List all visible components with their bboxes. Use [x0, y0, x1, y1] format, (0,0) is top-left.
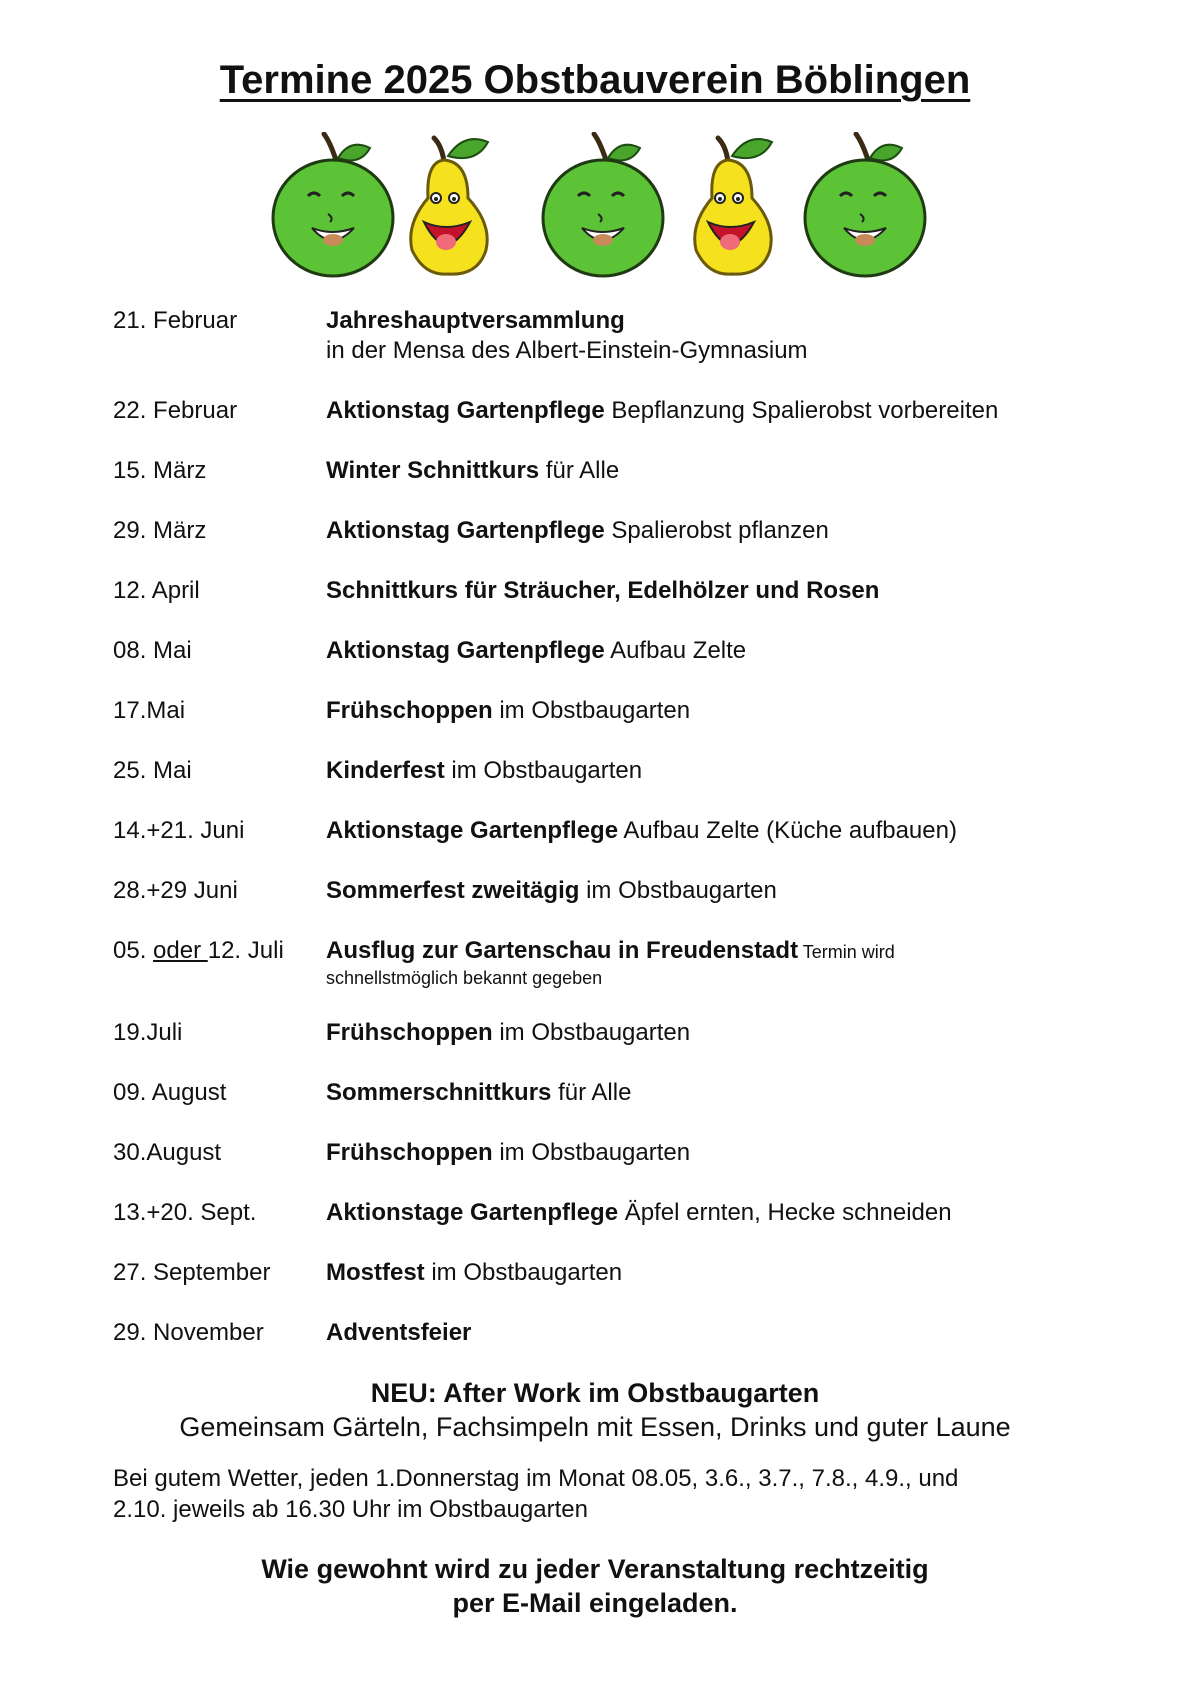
event-detail: Bepflanzung Spalierobst vorbereiten: [604, 397, 999, 424]
event-detail: Äpfel ernten, Hecke schneiden: [618, 1199, 952, 1226]
event-detail: für Alle: [551, 1079, 632, 1106]
fruit-illustrations: [270, 132, 930, 280]
after-work-subtitle: Gemeinsam Gärteln, Fachsimpeln mit Essen, Drinks und guter Laune: [179, 1412, 1011, 1442]
event-title: Aktionstage Gartenpflege: [326, 1199, 619, 1226]
apple-icon: [540, 132, 670, 280]
event-date: 21. Februar: [113, 307, 238, 334]
event-detail: im Obstbaugarten: [492, 697, 691, 724]
email-notice: [0, 1552, 1190, 1620]
email-notice-line: per E-Mail eingeladen.: [452, 1588, 738, 1618]
event-detail: im Obstbaugarten: [424, 1259, 623, 1286]
apple-icon: [270, 132, 400, 280]
event-date: 29. November: [113, 1319, 264, 1346]
event-description: [326, 936, 895, 989]
event-description: [326, 876, 777, 906]
event-description: [326, 1258, 622, 1288]
event-note: Termin wird: [798, 942, 895, 962]
event-date: 27. September: [113, 1259, 271, 1286]
event-date: 17.Mai: [113, 697, 186, 724]
event-date: 19.Juli: [113, 1019, 183, 1046]
event-detail: für Alle: [539, 457, 620, 484]
event-date: 14.+21. Juni: [113, 817, 245, 844]
event-detail: im Obstbaugarten: [444, 757, 643, 784]
event-title: Winter Schnittkurs: [326, 457, 540, 484]
event-date: 29. März: [113, 517, 207, 544]
event-title: Sommerfest zweitägig: [326, 877, 580, 904]
schedule-line: 2.10. jeweils ab 16.30 Uhr im Obstbaugarten: [113, 1496, 588, 1523]
email-notice-line: Wie gewohnt wird zu jeder Veranstaltung rechtzeitig: [261, 1554, 929, 1584]
after-work-heading: NEU: After Work im Obstbaugarten: [370, 1378, 820, 1408]
event-description: [326, 306, 808, 366]
event-title: Aktionstage Gartenpflege: [326, 817, 619, 844]
event-detail: Spalierobst pflanzen: [604, 517, 829, 544]
page-title: Termine 2025 Obstbauverein Böblingen: [219, 58, 971, 102]
event-title: Aktionstag Gartenpflege: [326, 397, 605, 424]
event-date: 05. oder 12. Juli: [113, 937, 284, 964]
event-description: [326, 1078, 631, 1108]
event-description: [326, 576, 879, 606]
event-description: [326, 816, 957, 846]
event-title: Frühschoppen: [326, 1019, 493, 1046]
event-date: 08. Mai: [113, 637, 192, 664]
event-date: 13.+20. Sept.: [113, 1199, 257, 1226]
event-date: 09. August: [113, 1079, 227, 1106]
event-title: Schnittkurs für Sträucher, Edelhölzer und Rosen: [326, 577, 880, 604]
event-detail: im Obstbaugarten: [492, 1139, 691, 1166]
event-date: 12. April: [113, 577, 200, 604]
event-date: 28.+29 Juni: [113, 877, 238, 904]
event-description: [326, 1018, 690, 1048]
event-detail: Aufbau Zelte: [604, 637, 747, 664]
event-title: Frühschoppen: [326, 1139, 493, 1166]
event-detail: Aufbau Zelte (Küche aufbauen): [618, 817, 957, 844]
event-location: in der Mensa des Albert-Einstein-Gymnasium: [326, 337, 808, 364]
event-description: [326, 1138, 690, 1168]
after-work-schedule: [113, 1463, 1073, 1525]
event-date: 25. Mai: [113, 757, 192, 784]
event-title: Jahreshauptversammlung: [326, 307, 625, 334]
event-date: 22. Februar: [113, 397, 238, 424]
event-title: Frühschoppen: [326, 697, 493, 724]
event-title: Aktionstag Gartenpflege: [326, 637, 605, 664]
event-description: [326, 456, 619, 486]
event-date: 30.August: [113, 1139, 222, 1166]
schedule-line: Bei gutem Wetter, jeden 1.Donnerstag im Monat 08.05, 3.6., 3.7., 7.8., 4.9., und: [113, 1465, 959, 1492]
event-title: Ausflug zur Gartenschau in Freudenstadt: [326, 937, 799, 964]
event-description: [326, 756, 642, 786]
event-title: Sommerschnittkurs: [326, 1079, 552, 1106]
event-detail: im Obstbaugarten: [579, 877, 777, 904]
event-title: Adventsfeier: [326, 1319, 472, 1346]
event-date: 15. März: [113, 457, 207, 484]
event-description: [326, 1318, 471, 1348]
pear-icon: [398, 132, 498, 280]
event-description: [326, 696, 690, 726]
event-title: Kinderfest: [326, 757, 445, 784]
event-description: [326, 636, 746, 666]
event-title: Aktionstag Gartenpflege: [326, 517, 605, 544]
apple-icon: [802, 132, 932, 280]
event-note-continued: schnellstmöglich bekannt gegeben: [326, 968, 603, 988]
pear-icon: [682, 132, 782, 280]
event-description: [326, 1198, 952, 1228]
event-description: [326, 396, 998, 426]
event-title: Mostfest: [326, 1259, 425, 1286]
event-description: [326, 516, 829, 546]
event-detail: im Obstbaugarten: [492, 1019, 691, 1046]
